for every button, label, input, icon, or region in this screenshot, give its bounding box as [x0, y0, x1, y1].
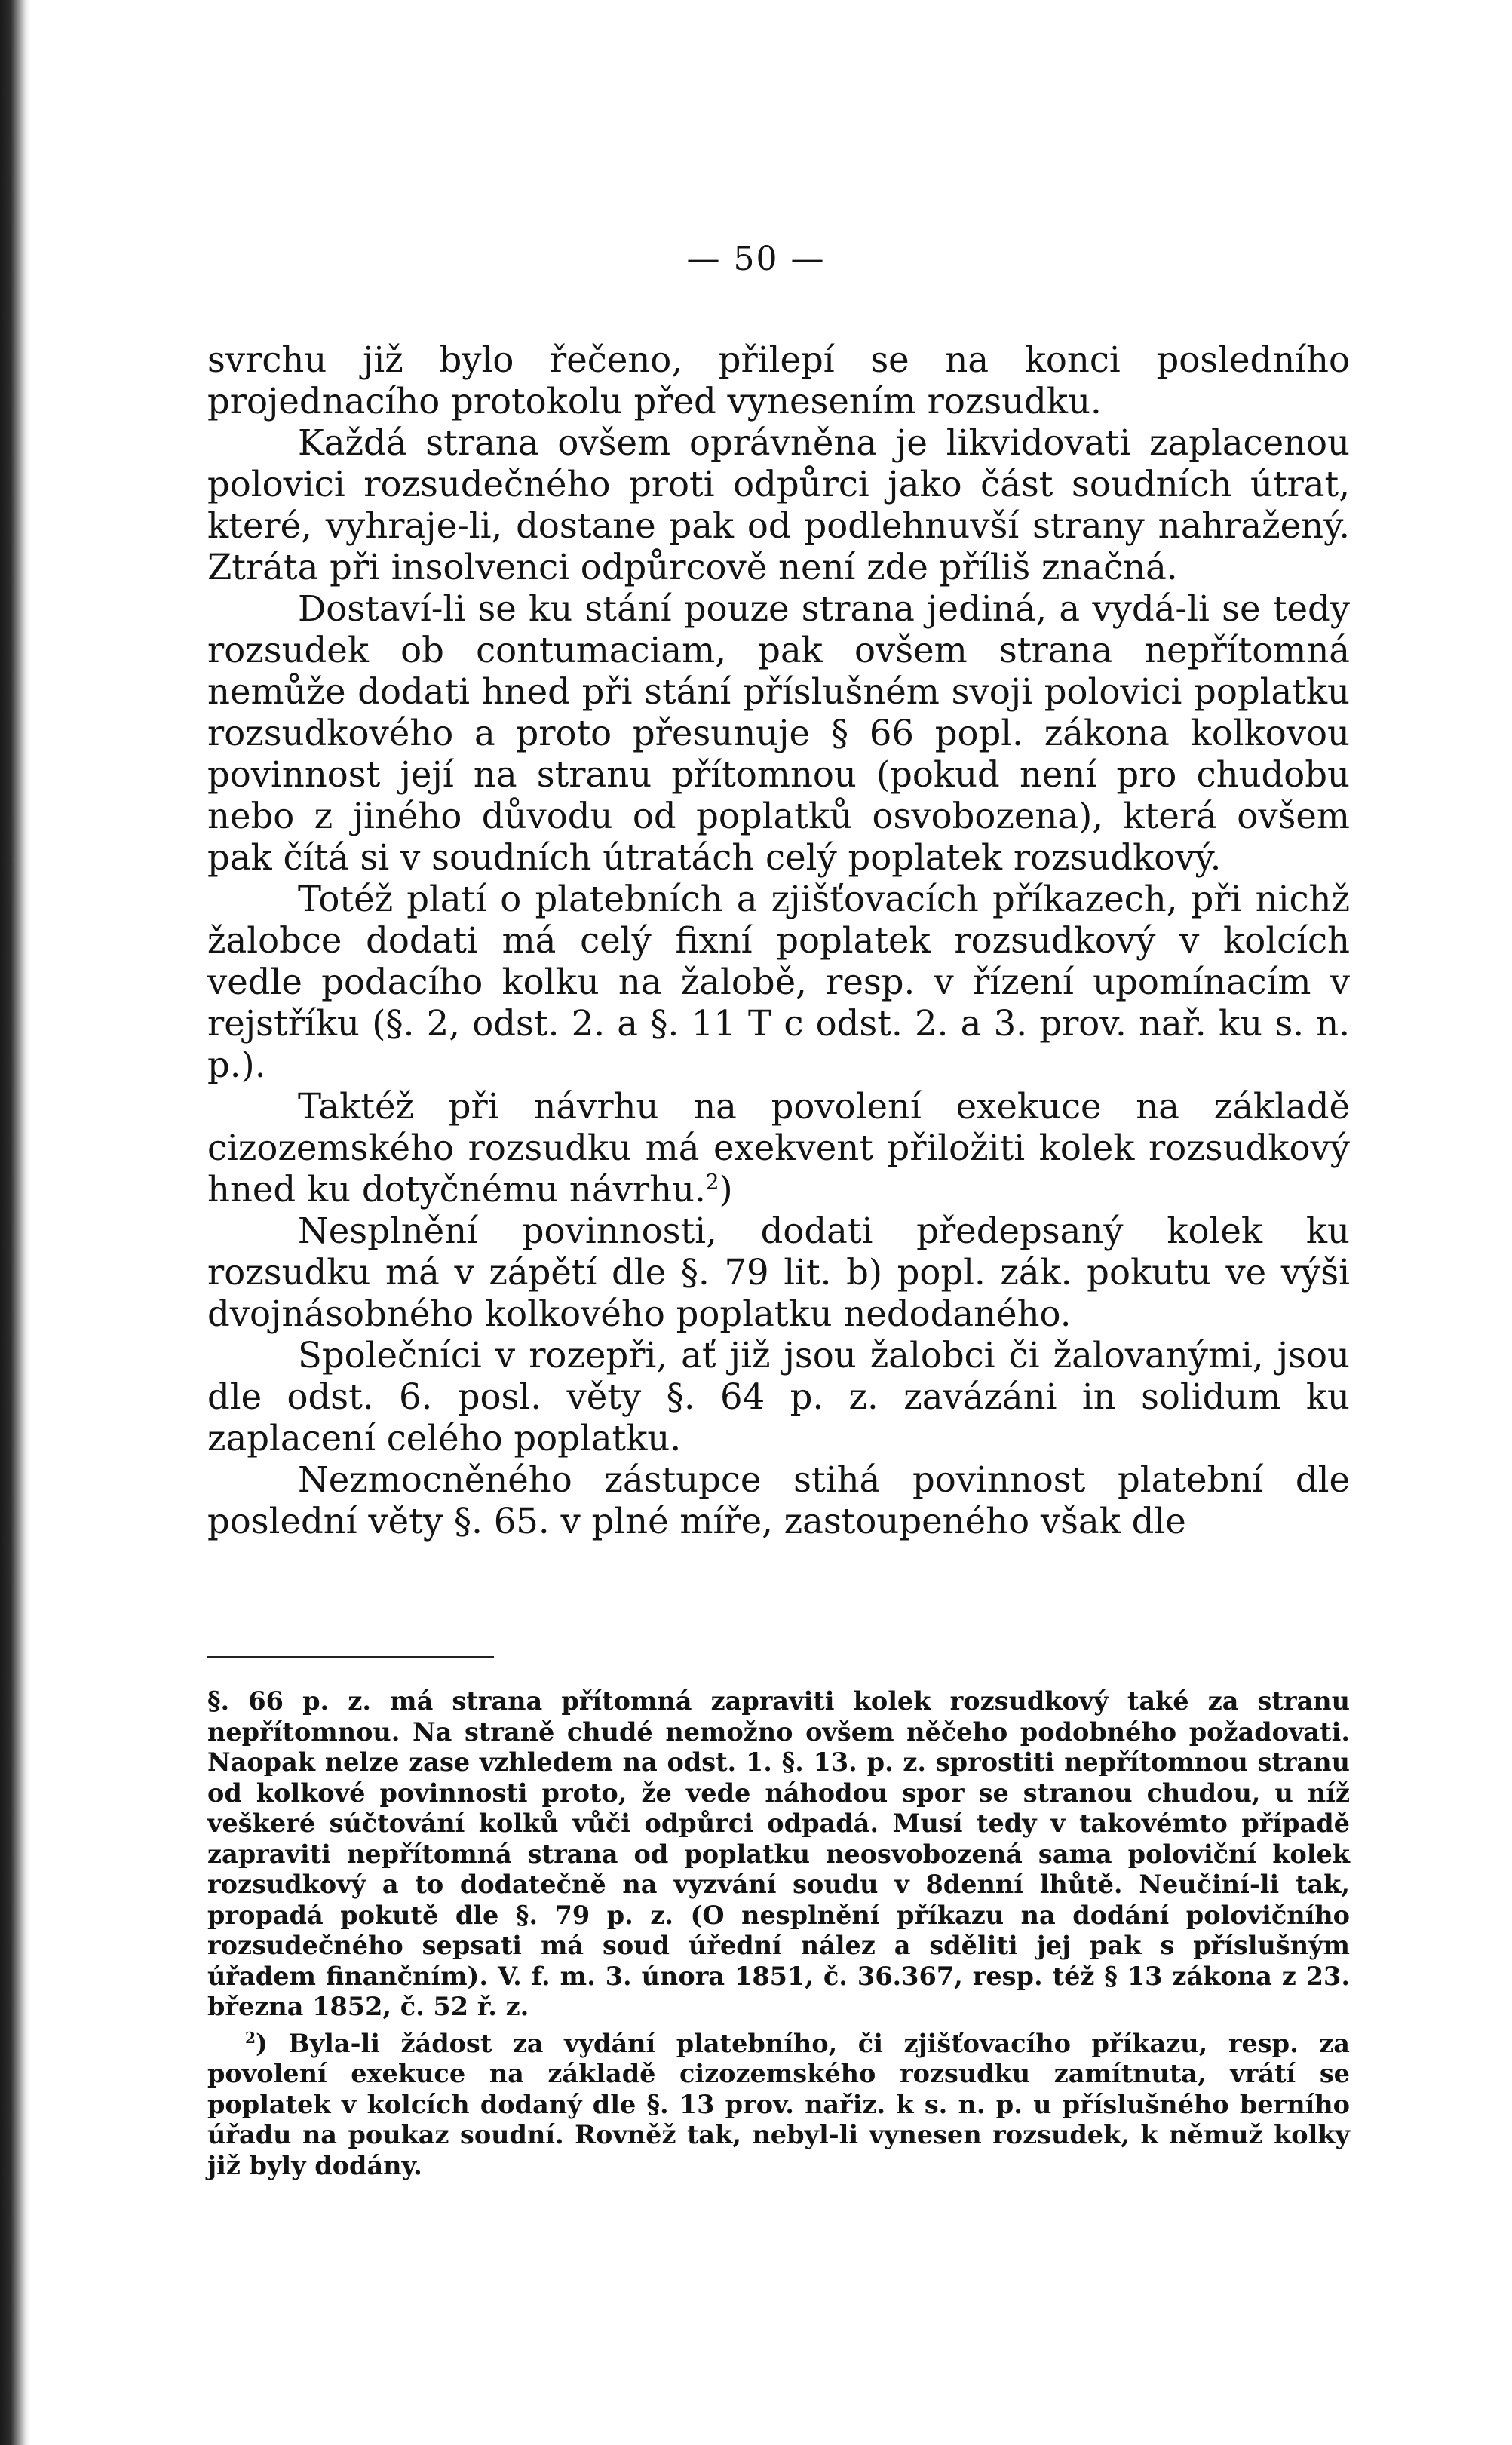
footnote-2-marker-paren: ): [255, 2028, 268, 2058]
paragraph-1: svrchu již bylo řečeno, přilepí se na konci posledního projednacího protokolu před vynesením rozsudku.: [207, 339, 1350, 422]
footnote-reference: 2: [705, 1169, 719, 1195]
main-text: [207, 339, 1350, 1542]
footnote-2-marker: 2: [245, 2028, 256, 2047]
footnote-reference-paren: ): [719, 1169, 733, 1210]
paragraph-3: Dostaví-li se ku stání pouze strana jediná, a vydá-li se tedy rozsudek ob contumaciam, pak ovšem strana nepřítomná nemůže dodati hned při stání příslušném svoji polovici poplatku rozsudkového a proto přesunuje § 66 popl. zákona kolkovou povinnost její na stranu přítomnou (pokud není pro chudobu nebo z jiného důvodu od poplatků osvobozena), která ovšem pak čítá si v soudních útratách celý poplatek rozsudkový.: [207, 588, 1350, 878]
footnote-separator: [207, 1656, 494, 1658]
footnote-2-text: Byla-li žádost za vydání platebního, či zjišťovacího příkazu, resp. za povolení exekuce na základě cizozemského rozsudku zamítnuta, vrátí se poplatek v kolcích dodaný dle §. 13 prov. nařiz. k s. n. p. u příslušného berního úřadu na poukaz soudní. Rovněž tak, nebyl-li vynesen rozsudek, k němuž kolky již byly dodány.: [207, 2028, 1350, 2180]
paragraph-5-text: Taktéž při návrhu na povolení exekuce na základě cizozemského rozsudku má exekvent přiložiti kolek rozsudkový hned ku dotyčnému návrhu.: [207, 1086, 1350, 1210]
scan-binding-edge: [0, 0, 30, 2445]
page-number: — 50 —: [686, 240, 826, 278]
paragraph-8: Nezmocněného zástupce stihá povinnost platební dle poslední věty §. 65. v plné míře, zastoupeného však dle: [207, 1459, 1350, 1542]
footnote-2: [207, 2029, 1350, 2182]
paragraph-7: Společníci v rozepři, ať již jsou žalobci či žalovanými, jsou dle odst. 6. posl. věty §. 64 p. z. zavázáni in solidum ku zaplacení celého poplatku.: [207, 1335, 1350, 1459]
footnote-1: §. 66 p. z. má strana přítomná zapraviti kolek rozsudkový také za stranu nepřítomnou. Na straně chudé nemožno ovšem něčeho podobného požadovati. Naopak nelze zase vzhledem na odst. 1. §. 13. p. z. sprostiti nepřítomnou stranu od kolkové povinnosti proto, že vede náhodou spor se stranou chudou, u níž veškeré súčtování kolků vůči odpůrci odpadá. Musí tedy v takovémto případě zapraviti nepřítomná strana od poplatku neosvobozená sama poloviční kolek rozsudkový a to dodatečně na vyzvání soudu v 8denní lhůtě. Neučiní-li tak, propadá pokutě dle §. 79 p. z. (O nesplnění příkazu na dodání polovičního rozsudečného sepsati má soud úřední nález a sděliti jej pak s příslušným úřadem finančním). V. f. m. 3. února 1851, č. 36.367, resp. též § 13 zákona z 23. března 1852, č. 52 ř. z.: [207, 1686, 1350, 2021]
paragraph-5: [207, 1086, 1350, 1210]
footnotes: [207, 1686, 1350, 2181]
paragraph-6: Nesplnění povinnosti, dodati předepsaný kolek ku rozsudku má v zápětí dle §. 79 lit. b) popl. zák. pokutu ve výši dvojnásobného kolkového poplatku nedodaného.: [207, 1210, 1350, 1334]
paragraph-2: Každá strana ovšem oprávněna je likvidovati zaplacenou polovici rozsudečného proti odpůrci jako část soudních útrat, které, vyhraje-li, dostane pak od podlehnuvší strany nahražený. Ztráta při insolvenci odpůrcově není zde příliš značná.: [207, 422, 1350, 587]
paragraph-4: Totéž platí o platebních a zjišťovacích příkazech, při nichž žalobce dodati má celý fixní poplatek rozsudkový v kolcích vedle podacího kolku na žalobě, resp. v řízení upomínacím v rejstříku (§. 2, odst. 2. a §. 11 T c odst. 2. a 3. prov. nař. ku s. n. p.).: [207, 879, 1350, 1085]
